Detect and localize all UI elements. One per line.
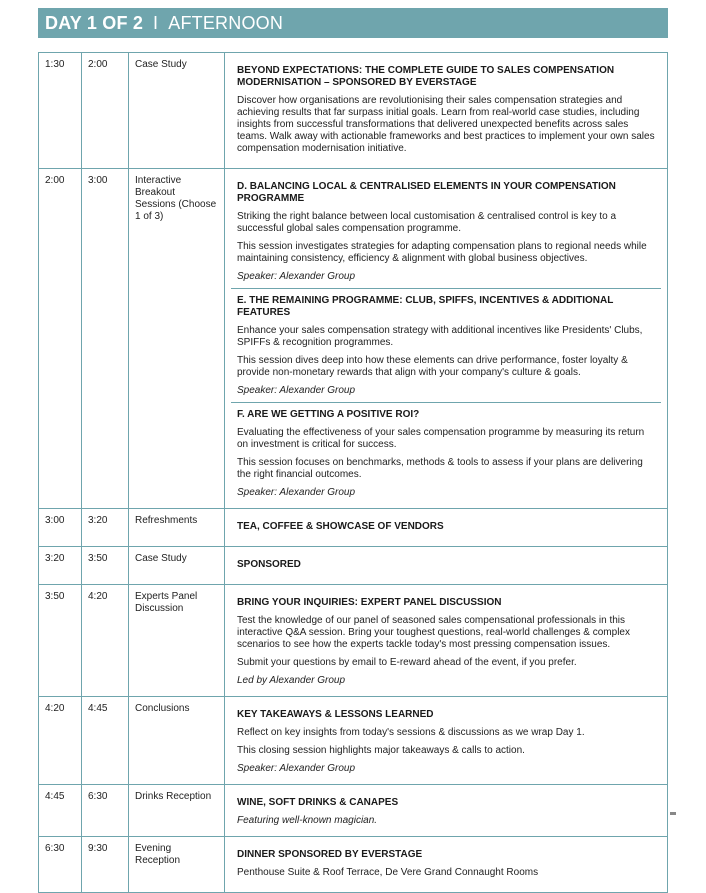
- session-description: Test the knowledge of our panel of seasoned sales compensational professionals in this interactive Q&A session. Bring your toughest questions, real-world challenges & complex scenarios to see how the experts tackle today's most pressing compensation issues.: [237, 615, 630, 650]
- session-block: [231, 553, 661, 580]
- agenda-row: [39, 53, 668, 169]
- agenda-row: [39, 837, 668, 893]
- session-description: This session investigates strategies for adapting compensation plans to regional needs while maintaining consistency, efficiency & alignment with global business objectives.: [237, 241, 647, 264]
- session-block: [231, 288, 661, 402]
- session-details: [225, 169, 668, 509]
- session-description: This closing session highlights major takeaways & calls to action.: [237, 745, 525, 756]
- end-time: 3:50: [82, 547, 129, 585]
- session-title: E. THE REMAINING PROGRAMME: CLUB, SPIFFS, INCENTIVES & ADDITIONAL FEATURES: [237, 295, 614, 318]
- session-title: WINE, SOFT DRINKS & CANAPES: [237, 797, 399, 808]
- start-time: 4:45: [39, 785, 82, 837]
- session-description: Discover how organisations are revolutionising their sales compensation strategies and achieving results that far surpass initial goals. Learn from real-world case studies, including insights from successful transformations that delivered unexpected benefits across sales teams. Walk away with actionable frameworks and best practices to implement your own sales compensation modernisation initiative.: [237, 95, 655, 154]
- session-block: [231, 515, 661, 542]
- session-block: [231, 591, 661, 692]
- session-title: DINNER SPONSORED BY EVERSTAGE: [237, 849, 423, 860]
- session-details: [225, 837, 668, 893]
- session-block: [231, 791, 661, 832]
- session-block: [231, 175, 661, 288]
- agenda-row: [39, 585, 668, 697]
- session-details: [225, 585, 668, 697]
- session-type: Evening Reception: [129, 837, 225, 893]
- agenda-row: [39, 697, 668, 785]
- session-speaker: Speaker: Alexander Group: [237, 487, 356, 498]
- agenda-row: [39, 509, 668, 547]
- session-title: D. BALANCING LOCAL & CENTRALISED ELEMENTS IN YOUR COMPENSATION PROGRAMME: [237, 181, 616, 204]
- session-description: This session dives deep into how these elements can drive performance, foster loyalty & provide non-monetary rewards that align with your company's culture & goals.: [237, 355, 628, 378]
- end-time: 9:30: [82, 837, 129, 893]
- header-separator: I: [153, 12, 159, 33]
- session-description: Enhance your sales compensation strategy with additional incentives like Presidents' Clubs, SPIFFs & recognition programmes.: [237, 325, 643, 348]
- end-time: 6:30: [82, 785, 129, 837]
- start-time: 6:30: [39, 837, 82, 893]
- session-details: [225, 53, 668, 169]
- session-type: Experts Panel Discussion: [129, 585, 225, 697]
- session-block: [231, 843, 661, 888]
- session-title: SPONSORED: [237, 559, 301, 570]
- start-time: 3:00: [39, 509, 82, 547]
- agenda-row: [39, 169, 668, 509]
- session-description: Submit your questions by email to E-reward ahead of the event, if you prefer.: [237, 657, 577, 668]
- session-speaker: Speaker: Alexander Group: [237, 271, 356, 282]
- session-title: BRING YOUR INQUIRIES: EXPERT PANEL DISCUSSION: [237, 597, 502, 608]
- session-type: Case Study: [129, 547, 225, 585]
- session-details: [225, 509, 668, 547]
- day-label: DAY 1 OF 2: [45, 12, 144, 33]
- session-type: Drinks Reception: [129, 785, 225, 837]
- session-type: Interactive Breakout Sessions (Choose 1 of 3): [129, 169, 225, 509]
- start-time: 3:20: [39, 547, 82, 585]
- session-speaker: Speaker: Alexander Group: [237, 763, 356, 774]
- agenda-row: [39, 547, 668, 585]
- agenda-body: [39, 53, 668, 893]
- session-details: [225, 785, 668, 837]
- session-title: F. ARE WE GETTING A POSITIVE ROI?: [237, 409, 420, 420]
- session-block: [231, 59, 661, 164]
- end-time: 3:00: [82, 169, 129, 509]
- session-title: TEA, COFFEE & SHOWCASE OF VENDORS: [237, 521, 444, 532]
- start-time: 2:00: [39, 169, 82, 509]
- start-time: 1:30: [39, 53, 82, 169]
- session-details: [225, 547, 668, 585]
- session-title: BEYOND EXPECTATIONS: THE COMPLETE GUIDE TO SALES COMPENSATION MODERNISATION – SPONSORED BY EVERSTAGE: [237, 65, 615, 88]
- day-header: [38, 8, 668, 38]
- session-description: Striking the right balance between local customisation & centralised control is key to a successful global sales compensation programme.: [237, 211, 617, 234]
- session-description: Evaluating the effectiveness of your sales compensation programme by measuring its return on investment is critical for success.: [237, 427, 645, 450]
- end-time: 4:20: [82, 585, 129, 697]
- session-speaker: Led by Alexander Group: [237, 675, 346, 686]
- session-description: Reflect on key insights from today's sessions & discussions as we wrap Day 1.: [237, 727, 585, 738]
- session-block: [231, 402, 661, 504]
- session-speaker: Speaker: Alexander Group: [237, 385, 356, 396]
- session-title: KEY TAKEAWAYS & LESSONS LEARNED: [237, 709, 434, 720]
- session-description: Penthouse Suite & Roof Terrace, De Vere Grand Connaught Rooms: [237, 867, 539, 878]
- end-time: 3:20: [82, 509, 129, 547]
- session-details: [225, 697, 668, 785]
- session-block: [231, 703, 661, 780]
- start-time: 3:50: [39, 585, 82, 697]
- start-time: 4:20: [39, 697, 82, 785]
- end-time: 2:00: [82, 53, 129, 169]
- agenda-table: [38, 52, 668, 893]
- page-continue-mark: [670, 812, 676, 815]
- session-description: This session focuses on benchmarks, methods & tools to assess if your plans are delivering the right financial outcomes.: [237, 457, 643, 480]
- session-speaker: Featuring well-known magician.: [237, 815, 378, 826]
- session-type: Refreshments: [129, 509, 225, 547]
- agenda-row: [39, 785, 668, 837]
- session-type: Conclusions: [129, 697, 225, 785]
- part-label: AFTERNOON: [168, 12, 284, 33]
- session-type: Case Study: [129, 53, 225, 169]
- end-time: 4:45: [82, 697, 129, 785]
